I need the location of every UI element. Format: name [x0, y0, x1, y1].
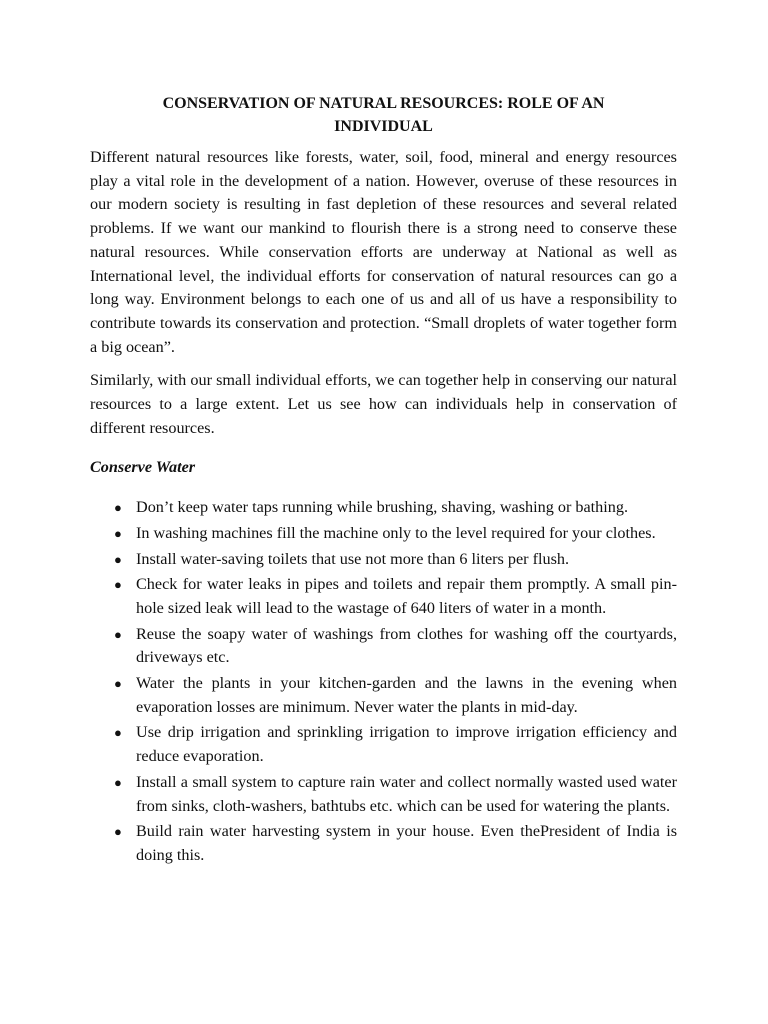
document-page: [90, 92, 677, 870]
list-item-text: Install a small system to capture rain water and collect normally wasted used water from sinks, cloth-washers, bathtubs etc. which can be used for watering the plants.: [136, 772, 677, 815]
list-item-text: In washing machines fill the machine only to the level required for your clothes.: [136, 523, 656, 542]
list-item-text: Build rain water harvesting system in your house. Even thePresident of India is doing this.: [136, 822, 677, 864]
document-title: CONSERVATION OF NATURAL RESOURCES: ROLE OF AN INDIVIDUAL: [162, 95, 605, 135]
list-item-text: Check for water leaks in pipes and toilets and repair them promptly. A small pin-hole sized leak will lead to the wastage of 640 liters of water in a month.: [136, 575, 677, 617]
list-item: [90, 522, 677, 546]
intro-paragraph: Different natural resources like forests, water, soil, food, mineral and energy resources play a vital role in the development of a nation. However, overuse of these resources in our modern society is resulting in fast depletion of these resources and several related problems. If we want our mankind to flourish there is a strong need to conserve these natural resources. While conservation efforts are underway at National as well as International level, the individual efforts for conservation of natural resources can go a long way. Environment belongs to each one of us and all of us have a responsibility to contribute towards its conservation and protection. “Small droplets of water together form a big ocean”.: [90, 148, 677, 356]
list-item-text: Don’t keep water taps running while brushing, shaving, washing or bathing.: [136, 498, 628, 517]
similarly-paragraph: Similarly, with our small individual efforts, we can together help in conserving our natural resources to a large extent. Let us see how can individuals help in conservation of different resources.: [90, 371, 677, 437]
list-item: [90, 771, 677, 818]
list-item: [90, 496, 677, 520]
bullet-icon: ●: [114, 626, 122, 642]
bullet-icon: ●: [114, 525, 122, 541]
conserve-water-list: [90, 496, 677, 868]
bullet-icon: ●: [114, 824, 122, 840]
list-item: [90, 573, 677, 620]
list-item: [90, 548, 677, 572]
bullet-icon: ●: [114, 551, 122, 567]
list-item: [90, 721, 677, 768]
list-item: [90, 672, 677, 719]
bullet-icon: ●: [114, 725, 122, 741]
bullet-icon: ●: [114, 676, 122, 692]
list-item-text: Use drip irrigation and sprinkling irrigation to improve irrigation efficiency and reduce evaporation.: [136, 723, 677, 766]
list-item: [90, 623, 677, 670]
list-item-text: Reuse the soapy water of washings from clothes for washing off the courtyards, driveways etc.: [136, 624, 677, 667]
list-item-text: Install water-saving toilets that use not more than 6 liters per flush.: [136, 549, 570, 568]
bullet-icon: ●: [114, 577, 122, 593]
section-heading-conserve-water: Conserve Water: [90, 458, 196, 477]
bullet-icon: ●: [114, 500, 122, 516]
list-item: [90, 820, 677, 867]
bullet-icon: ●: [114, 774, 122, 790]
list-item-text: Water the plants in your kitchen-garden and the lawns in the evening when evaporation losses are minimum. Never water the plants in mid-day.: [136, 674, 677, 716]
